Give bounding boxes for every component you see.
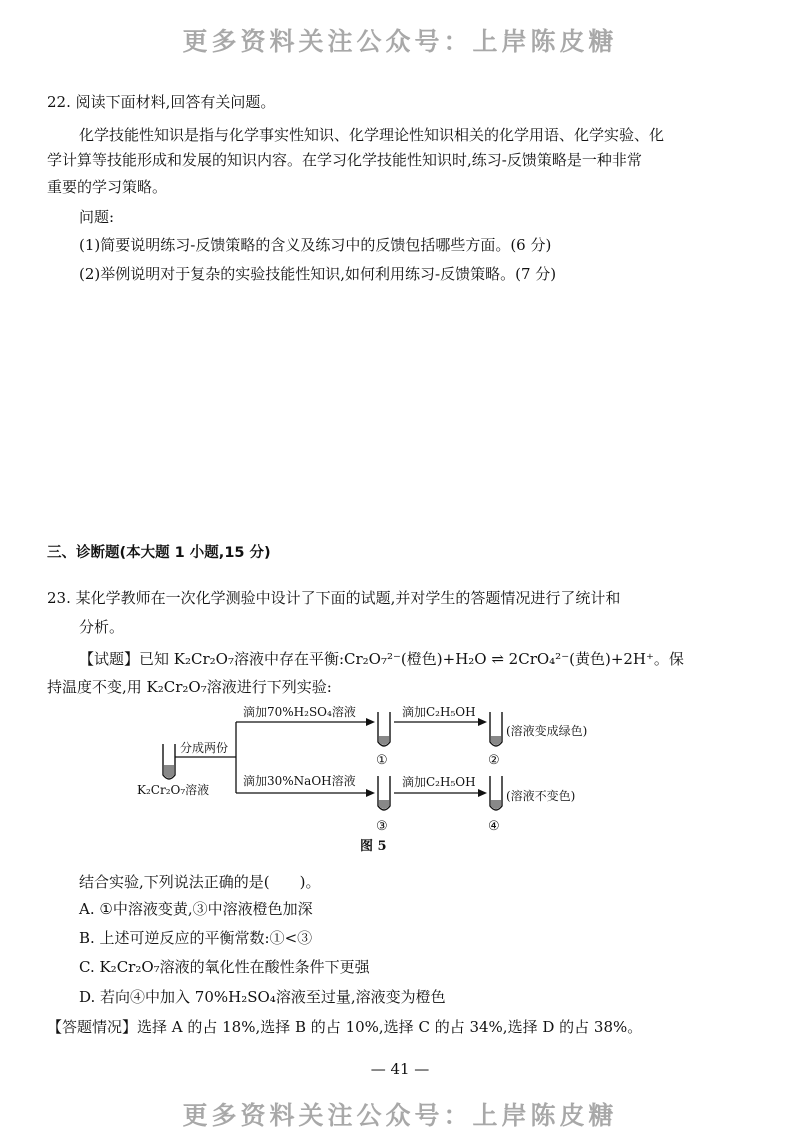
option-d: D. 若向④中加入 70%H₂SO₄溶液至过量,溶液变为橙色 xyxy=(79,988,446,1006)
start-test-tube xyxy=(163,744,175,779)
answer-stats: 【答题情况】选择 A 的占 18%,选择 B 的占 10%,选择 C 的占 34%,选择 D 的占 38%。 xyxy=(47,1018,643,1036)
q23-prompt: 结合实验,下列说法正确的是( )。 xyxy=(79,873,321,891)
ethanol-bottom-label: 滴加C₂H₅OH xyxy=(402,775,476,789)
base-reagent-label: 滴加30%NaOH溶液 xyxy=(243,774,356,788)
option-a: A. ①中溶液变黄,③中溶液橙色加深 xyxy=(79,900,313,918)
section-3-heading: 三、诊断题(本大题 1 小题,15 分) xyxy=(47,545,271,561)
q22-material-line-3: 重要的学习策略。 xyxy=(47,178,168,196)
q22-title: 22. 阅读下面材料,回答有关问题。 xyxy=(47,93,276,111)
watermark-bottom: 更多资料关注公众号：上岸陈皮糖 xyxy=(182,1101,618,1130)
option-b: B. 上述可逆反应的平衡常数:①<③ xyxy=(79,929,313,947)
split-label: 分成两份 xyxy=(180,741,229,755)
acid-reagent-label: 滴加70%H₂SO₄溶液 xyxy=(243,705,356,719)
option-c: C. K₂Cr₂O₇溶液的氧化性在酸性条件下更强 xyxy=(79,958,370,976)
q23-intro-line-2: 分析。 xyxy=(79,618,125,636)
q23-intro-line-1: 23. 某化学教师在一次化学测验中设计了下面的试题,并对学生的答题情况进行了统计和 xyxy=(47,589,621,607)
figure-caption: 图 5 xyxy=(360,839,387,854)
q22-material-line-1: 化学技能性知识是指与化学事实性知识、化学理论性知识相关的化学用语、化学实验、化 xyxy=(79,126,665,144)
tube-2-label: ② xyxy=(488,753,500,768)
test-tube-2 xyxy=(490,712,502,746)
ethanol-top-label: 滴加C₂H₅OH xyxy=(402,705,476,719)
note-top: (溶液变成绿色) xyxy=(506,724,588,738)
tube-4-label: ④ xyxy=(488,819,500,834)
q23-test-line-1: 【试题】已知 K₂Cr₂O₇溶液中存在平衡:Cr₂O₇²⁻(橙色)+H₂O ⇌ 2CrO₄²⁻(黄色)+2H⁺。保 xyxy=(79,650,684,668)
test-tube-4 xyxy=(490,776,502,810)
page-number: — 41 — xyxy=(370,1060,430,1078)
tube-1-label: ① xyxy=(376,753,388,768)
q22-questions-label: 问题: xyxy=(79,208,115,226)
start-solution-label: K₂Cr₂O₇溶液 xyxy=(137,783,210,797)
tube-3-label: ③ xyxy=(376,819,388,834)
watermark-top: 更多资料关注公众号：上岸陈皮糖 xyxy=(182,27,618,56)
q22-question-2: (2)举例说明对于复杂的实验技能性知识,如何利用练习-反馈策略。(7 分) xyxy=(79,265,557,283)
test-tube-1 xyxy=(378,712,390,746)
q22-question-1: (1)简要说明练习-反馈策略的含义及练习中的反馈包括哪些方面。(6 分) xyxy=(79,236,552,254)
test-tube-3 xyxy=(378,776,390,810)
note-bottom: (溶液不变色) xyxy=(506,789,576,803)
q22-material-line-2: 学计算等技能形成和发展的知识内容。在学习化学技能性知识时,练习-反馈策略是一种非常 xyxy=(47,151,642,169)
q23-test-line-2: 持温度不变,用 K₂Cr₂O₇溶液进行下列实验: xyxy=(47,678,332,696)
